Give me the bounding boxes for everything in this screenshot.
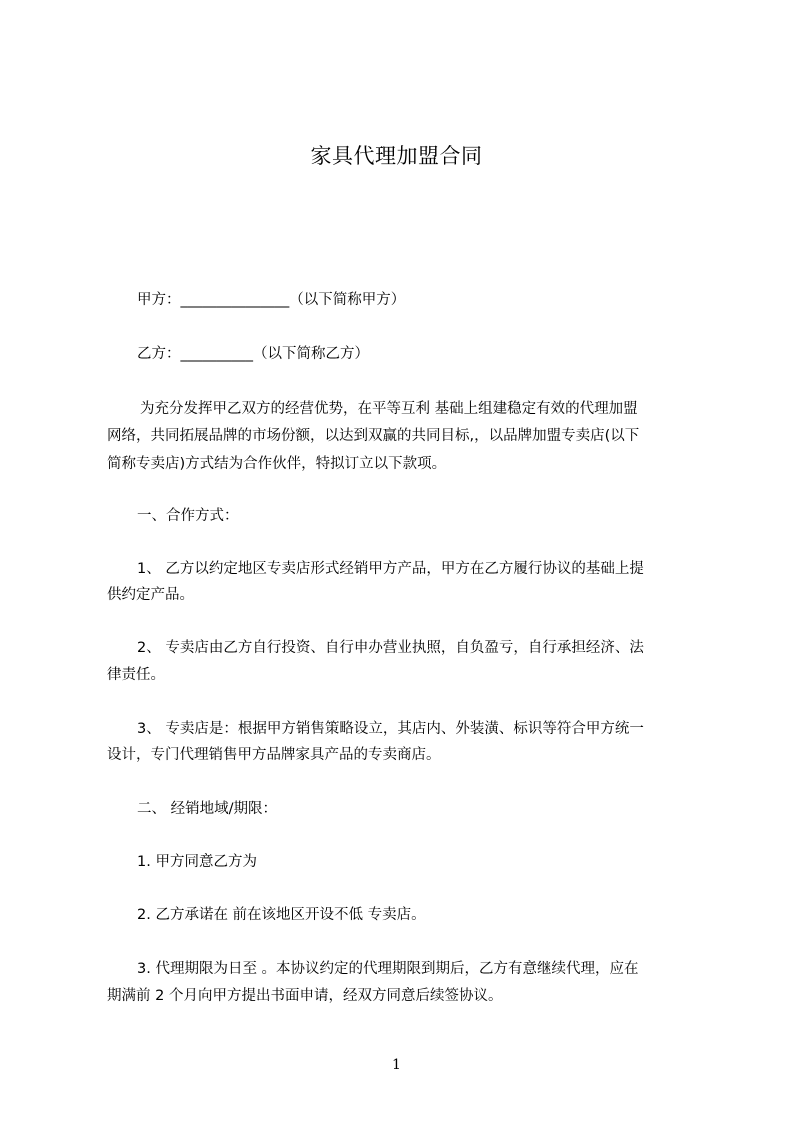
party-a-label: 甲方： [137, 292, 181, 308]
section-1-item-1-line-2: 供约定产品。 [107, 587, 194, 603]
section-2-item-3-line-1: 3. 代理期限为日至 。本协议约定的代理期限到期后，乙方有意继续代理，应在 [137, 961, 639, 977]
party-b-note: （以下简称乙方） [253, 346, 369, 362]
section-1-item-3-line-1: 3、 专卖店是：根据甲方销售策略设立，其店内、外装潢、标识等符合甲方统一 [137, 721, 644, 737]
section-2-item-3-line-2: 期满前 2 个月向甲方提出书面申请，经双方同意后续签协议。 [107, 988, 503, 1004]
section-1-heading: 一、合作方式： [137, 508, 239, 524]
section-1-item-2-line-1: 2、 专卖店由乙方自行投资、自行申办营业执照，自负盈亏，自行承担经济、法 [137, 640, 644, 656]
section-2-heading: 二、 经销地域/期限： [137, 801, 277, 817]
document-title: 家具代理加盟合同 [310, 144, 483, 168]
intro-line-1: 为充分发挥甲乙双方的经营优势，在平等互利 基础上组建稳定有效的代理加盟 [140, 401, 638, 417]
party-b-label: 乙方： [137, 346, 181, 362]
section-1-item-1-line-1: 1、 乙方以约定地区专卖店形式经销甲方产品，甲方在乙方履行协议的基础上提 [137, 561, 644, 577]
section-1-item-3-line-2: 设计，专门代理销售甲方品牌家具产品的专卖商店。 [107, 747, 441, 763]
party-a-note: （以下简称甲方） [289, 292, 406, 308]
party-a-blank: _______________ [180, 292, 290, 308]
party-b-line [137, 343, 737, 365]
party-a-line [137, 289, 737, 311]
section-2-item-1: 1. 甲方同意乙方为 [137, 854, 257, 870]
page-number: 1 [392, 1057, 401, 1073]
section-1-item-2-line-2: 律责任。 [107, 667, 165, 683]
intro-line-2: 网络，共同拓展品牌的市场份额，以达到双赢的共同目标,，以品牌加盟专卖店(以下 [107, 428, 640, 444]
party-b-blank: __________ [180, 346, 253, 362]
section-2-item-2: 2. 乙方承诺在 前在该地区开设不低 专卖店。 [137, 907, 426, 923]
intro-line-3: 简称专卖店)方式结为合作伙伴，特拟订立以下款项。 [107, 456, 447, 472]
